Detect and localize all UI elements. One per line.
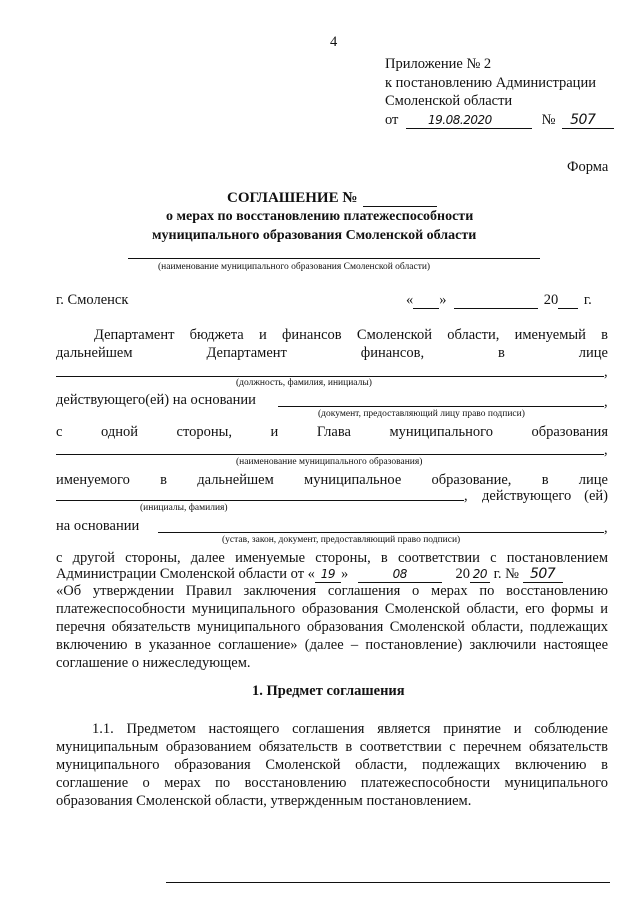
line-other-party: с одной стороны, и Глава муниципального образования [56,424,608,440]
acting-label: действующего(ей) на основании [56,392,256,408]
resolution-month-field [358,566,442,583]
resolution-day-field [315,566,341,583]
date-close-quote: » [439,292,447,308]
appendix-ot-label: от [385,112,399,128]
comma-5: , [604,520,608,536]
line-other-side: с другой стороны, далее именуемые стороны, в соответствии с постановлением [56,550,608,566]
date-template [406,292,592,309]
position-blank-line [56,376,604,377]
date-year-prefix: 20 [543,292,559,308]
caption-municipality-name: (наименование муниципального образования Смоленской области) [158,262,431,272]
resolution-g-no: г. № [493,566,519,582]
title-line1 [227,190,437,207]
resolution-year-prefix: 20 [455,566,470,582]
mo-name-blank-line [56,454,604,455]
comma-3: , [604,442,608,458]
comma-2: , [604,394,608,410]
appendix-line2: к постановлению Администрации [385,75,596,91]
caption-charter: (устав, закон, документ, предоставляющий право подписи) [222,535,461,545]
appendix-number-handwritten: 507 [570,112,596,128]
page-number: 4 [330,34,338,50]
form-label: Форма [567,159,609,175]
line-department: Департамент бюджета и финансов Смоленской области, именуемый в [94,327,608,343]
date-month-blank [454,292,538,309]
document-blank-line [278,406,604,407]
admin-prefix: Администрации Смоленской области от « [56,566,315,582]
appendix-date-field [406,112,532,129]
initials-blank-line [56,500,464,501]
comma-1: , [604,364,608,380]
title-line2: о мерах по восстановлению платежеспособности [166,209,474,224]
municipality-name-line [128,258,540,259]
resolution-number-handwritten: 507 [529,566,556,582]
section1-paragraph: 1.1. Предметом настоящего соглашения является принятие и соблюдение муниципальным образованием обязательств в соответствии с перечнем обязательств муниципального образования Смоленской области, подлежащих включению в соглашение о мерах по восстановлению платежеспособности муниципального образования Смоленской области, утвержденным постановлением. [56,721,608,809]
acting-short: действующего (ей) [482,488,608,504]
appendix-line3: Смоленской области [385,93,513,109]
title-line3: муниципального образования Смоленской области [152,228,477,243]
admin-close-quote: » [340,566,349,582]
date-open-quote: « [406,292,414,308]
caption-mo-name: (наименование муниципального образования) [236,457,423,467]
title-agreement: СОГЛАШЕНИЕ № [227,190,358,206]
resolution-year-field [470,566,490,583]
resolution-day-handwritten: 19 [320,567,336,581]
caption-initials: (инициалы, фамилия) [140,503,228,513]
section1-heading: 1. Предмет соглашения [252,683,405,699]
charter-blank-line [158,532,604,533]
date-year-suffix: г. [583,292,592,308]
appendix-number-field [562,112,614,129]
caption-document: (документ, предоставляющий лицу право подписи) [318,409,525,419]
line-dalee: дальнейшем Департамент финансов, в лице [56,345,608,361]
comma-4: , [464,488,468,504]
line-admin-resolution [56,566,563,583]
caption-position: (должность, фамилия, инициалы) [236,378,372,388]
bottom-separator [166,882,610,883]
resolution-number-field [523,566,563,583]
resolution-year-handwritten: 20 [472,567,488,581]
appendix-no-label: № [541,112,556,128]
line-named: именуемого в дальнейшем муниципальное образование, в лице [56,472,608,488]
appendix-line1: Приложение № 2 [385,56,492,72]
resolution-month-handwritten: 08 [392,567,407,581]
title-number-blank [363,190,437,207]
paragraph-resolution-title: «Об утверждении Правил заключения соглашения о мерах по восстановлению платежеспособности муниципального образования Смоленской области, его формы и перечня обязательств муниципального образования Смоленской области, подлежащих включению в указанное соглашение» (далее – постановление) заключили настоящее соглашение о нижеследующем. [56,583,608,671]
date-day-blank [413,292,439,309]
place-label: г. Смоленск [56,292,129,308]
date-year-blank [558,292,578,309]
appendix-date-handwritten: 19.08.2020 [428,113,492,127]
appendix-date-line [385,112,614,129]
basis-label: на основании [56,518,140,534]
